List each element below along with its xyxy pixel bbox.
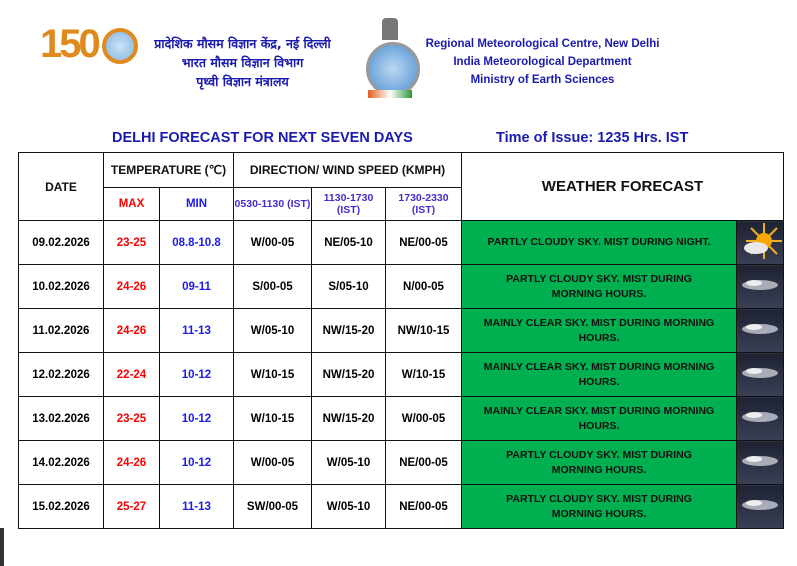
cell-date: 12.02.2026 [19, 353, 104, 397]
cell-date: 11.02.2026 [19, 309, 104, 353]
cell-forecast: MAINLY CLEAR SKY. MIST DURING MORNING HOURS. [462, 353, 737, 397]
header-temperature: TEMPERATURE (℃) [104, 153, 234, 188]
mist-icon [737, 397, 784, 441]
table-row [19, 221, 784, 265]
cell-max: 24-26 [104, 265, 160, 309]
cell-w3: N/00-05 [386, 265, 462, 309]
cell-forecast: PARTLY CLOUDY SKY. MIST DURING MORNING HOURS. [462, 265, 737, 309]
cell-min: 08.8-10.8 [160, 221, 234, 265]
hindi-header [140, 34, 345, 91]
table-row [19, 441, 784, 485]
cell-w2: NE/05-10 [312, 221, 386, 265]
cell-w3: NE/00-05 [386, 485, 462, 529]
issue-time: Time of Issue: 1235 Hrs. IST [496, 130, 689, 146]
cell-max: 23-25 [104, 221, 160, 265]
logo-ring [102, 28, 138, 64]
cell-w1: W/00-05 [234, 221, 312, 265]
mist-icon [737, 353, 784, 397]
cell-forecast: MAINLY CLEAR SKY. MIST DURING MORNING HOURS. [462, 397, 737, 441]
hindi-line: भारत मौसम विज्ञान विभाग [181, 55, 304, 70]
mist-icon [737, 485, 784, 529]
cell-min: 11-13 [160, 485, 234, 529]
english-line: Ministry of Earth Sciences [470, 74, 615, 86]
cell-max: 25-27 [104, 485, 160, 529]
cell-min: 10-12 [160, 353, 234, 397]
cell-w2: S/05-10 [312, 265, 386, 309]
cell-w2: NW/15-20 [312, 353, 386, 397]
partly-cloudy-icon [737, 221, 784, 265]
table-row [19, 353, 784, 397]
cell-w1: S/00-05 [234, 265, 312, 309]
mist-icon [737, 265, 784, 309]
header-date: DATE [19, 153, 104, 221]
cell-w1: W/00-05 [234, 441, 312, 485]
table-row [19, 485, 784, 529]
english-line: Regional Meteorological Centre, New Delhi [425, 38, 660, 50]
cell-w3: NE/00-05 [386, 221, 462, 265]
cell-w3: W/10-15 [386, 353, 462, 397]
cell-w1: SW/00-05 [234, 485, 312, 529]
cell-w1: W/10-15 [234, 353, 312, 397]
cell-date: 09.02.2026 [19, 221, 104, 265]
header-forecast: WEATHER FORECAST [462, 153, 784, 221]
cell-min: 11-13 [160, 309, 234, 353]
cell-max: 24-26 [104, 309, 160, 353]
cell-max: 23-25 [104, 397, 160, 441]
hindi-line: प्रादेशिक मौसम विज्ञान केंद्र, नई दिल्ली [154, 36, 331, 51]
cell-w3: NW/10-15 [386, 309, 462, 353]
table-row [19, 309, 784, 353]
cell-max: 22-24 [104, 353, 160, 397]
left-edge-bar [0, 528, 4, 566]
cell-date: 10.02.2026 [19, 265, 104, 309]
header-wind: DIRECTION/ WIND SPEED (KMPH) [234, 153, 462, 188]
table-row [19, 265, 784, 309]
english-line: India Meteorological Department [453, 56, 632, 68]
cell-w3: NE/00-05 [386, 441, 462, 485]
forecast-table [18, 152, 784, 529]
cell-min: 10-12 [160, 397, 234, 441]
cell-forecast: PARTLY CLOUDY SKY. MIST DURING MORNING HOURS. [462, 485, 737, 529]
cell-w1: W/10-15 [234, 397, 312, 441]
cell-w2: NW/15-20 [312, 309, 386, 353]
hindi-line: पृथ्वी विज्ञान मंत्रालय [196, 74, 289, 89]
cell-w3: W/00-05 [386, 397, 462, 441]
cell-min: 09-11 [160, 265, 234, 309]
cell-date: 15.02.2026 [19, 485, 104, 529]
header-w3: 1730-2330 (IST) [386, 188, 462, 221]
cell-forecast: PARTLY CLOUDY SKY. MIST DURING MORNING HOURS. [462, 441, 737, 485]
cell-w1: W/05-10 [234, 309, 312, 353]
logo-150-text: 150 [40, 22, 98, 66]
cell-w2: W/05-10 [312, 441, 386, 485]
imd-emblem [360, 18, 420, 102]
cell-w2: W/05-10 [312, 485, 386, 529]
cell-max: 24-26 [104, 441, 160, 485]
cell-min: 10-12 [160, 441, 234, 485]
english-header [420, 35, 665, 89]
mist-icon [737, 441, 784, 485]
imd-150-logo [40, 22, 138, 84]
cell-forecast: MAINLY CLEAR SKY. MIST DURING MORNING HOURS. [462, 309, 737, 353]
header-min: MIN [160, 188, 234, 221]
cell-date: 13.02.2026 [19, 397, 104, 441]
header-w2: 1130-1730 (IST) [312, 188, 386, 221]
cell-date: 14.02.2026 [19, 441, 104, 485]
header-w1: 0530-1130 (IST) [234, 188, 312, 221]
forecast-title: DELHI FORECAST FOR NEXT SEVEN DAYS [112, 130, 413, 146]
mist-icon [737, 309, 784, 353]
header-max: MAX [104, 188, 160, 221]
table-row [19, 397, 784, 441]
cell-w2: NW/15-20 [312, 397, 386, 441]
cell-forecast: PARTLY CLOUDY SKY. MIST DURING NIGHT. [462, 221, 737, 265]
